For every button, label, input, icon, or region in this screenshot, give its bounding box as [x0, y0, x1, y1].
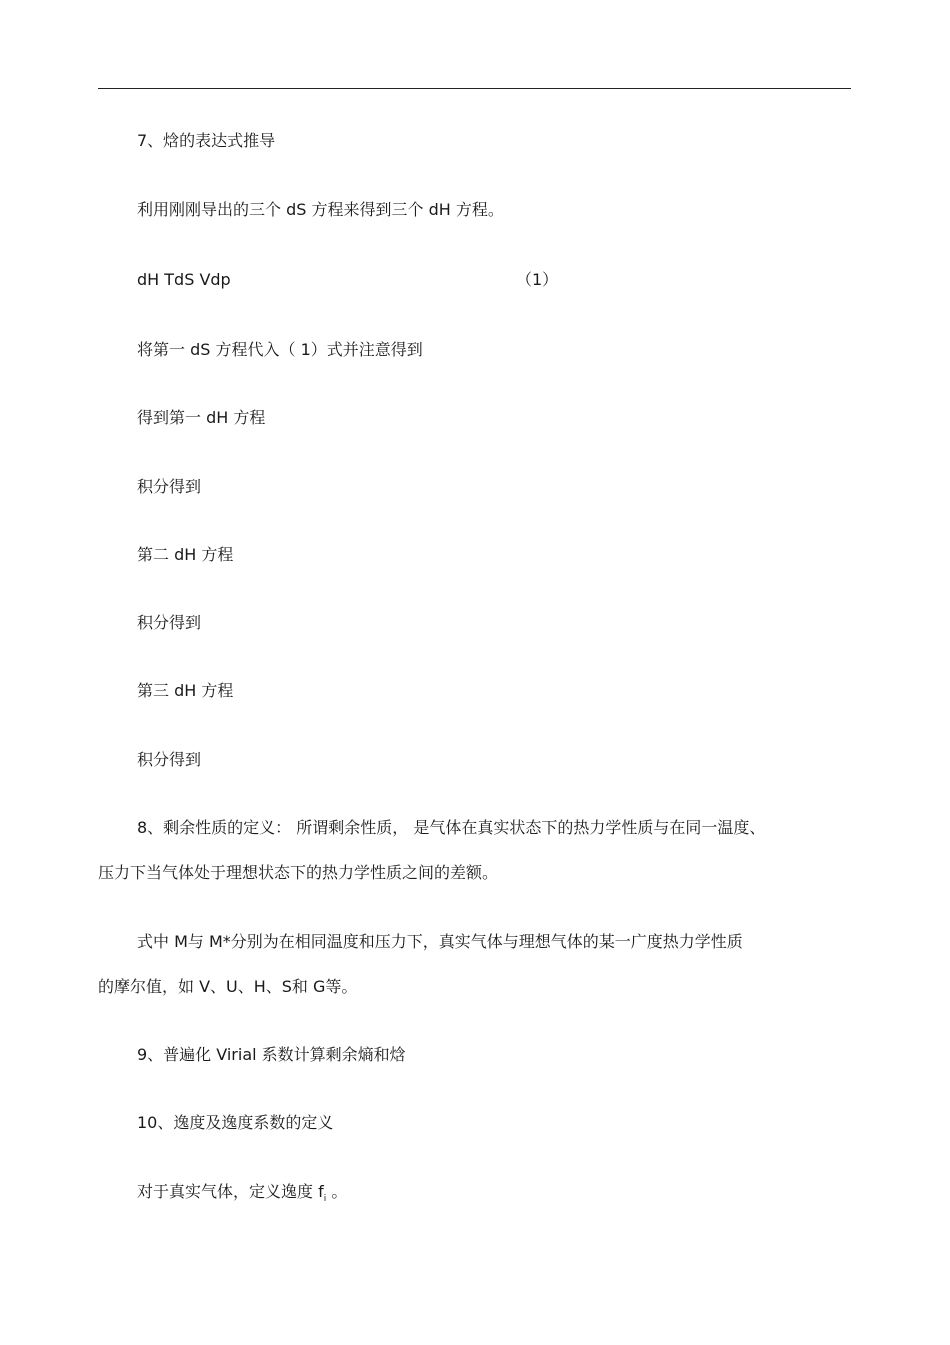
fugacity-subscript: i: [323, 1194, 327, 1204]
fugacity-text: 对于真实气体，定义逸度 f: [137, 1182, 324, 1201]
header-rule: [98, 88, 851, 89]
paragraph-substitute: 将第一 dS 方程代入（ 1）式并注意得到: [137, 340, 423, 359]
equation-1: dH TdS Vdp: [137, 270, 231, 289]
paragraph-integrate-3: 积分得到: [137, 750, 202, 769]
paragraph-m-definition-2: 的摩尔值，如 V、U、H、S和 G等。: [98, 977, 358, 996]
equation-1-number: （1）: [516, 270, 559, 289]
paragraph-integrate-2: 积分得到: [137, 613, 202, 632]
section-10-heading: 10、逸度及逸度系数的定义: [137, 1113, 334, 1132]
section-9-heading: 9、普遍化 Virial 系数计算剩余熵和焓: [137, 1045, 406, 1064]
section-7-heading: 7、焓的表达式推导: [137, 131, 276, 150]
fugacity-period: 。: [326, 1182, 348, 1201]
paragraph-m-definition-1: 式中 M与 M*分别为在相同温度和压力下，真实气体与理想气体的某一广度热力学性质: [137, 932, 743, 951]
paragraph-fugacity: [137, 1182, 347, 1202]
section-8-line-2: 压力下当气体处于理想状态下的热力学性质之间的差额。: [98, 863, 499, 882]
paragraph-ds-to-dh: 利用刚刚导出的三个 dS 方程来得到三个 dH 方程。: [137, 200, 504, 219]
paragraph-first-dh: 得到第一 dH 方程: [137, 408, 266, 427]
paragraph-integrate-1: 积分得到: [137, 477, 202, 496]
paragraph-third-dh: 第三 dH 方程: [137, 681, 234, 700]
paragraph-second-dh: 第二 dH 方程: [137, 545, 234, 564]
section-8-line-1: 8、剩余性质的定义： 所谓剩余性质， 是气体在真实状态下的热力学性质与在同一温度、: [137, 818, 766, 837]
